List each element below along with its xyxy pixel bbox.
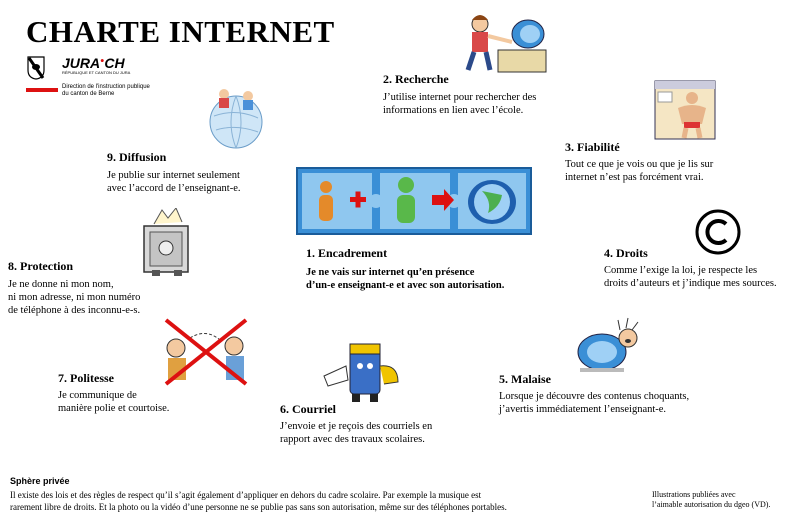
jura-logo: JURA●CH (62, 55, 125, 71)
item-1-heading: 1. Encadrement (306, 246, 388, 260)
bodybuilder-illustration (654, 80, 716, 140)
bern-bear-logo (26, 56, 46, 80)
item-8-heading: 8. Protection (8, 259, 74, 273)
item-5-heading: 5. Malaise (499, 372, 551, 386)
item-9-heading: 9. Diffusion (107, 150, 167, 164)
red-bar (26, 88, 58, 92)
copyright-icon (694, 208, 742, 256)
page-title: CHARTE INTERNET (26, 14, 335, 49)
item-2-heading: 2. Recherche (383, 72, 449, 86)
item-3-heading: 3. Fiabilité (565, 140, 620, 154)
item-6-heading: 6. Courriel (280, 402, 336, 416)
crossed-argument-illustration (160, 318, 252, 386)
mailbox-illustration (322, 336, 408, 404)
item-1-text: Je ne vais sur internet qu’en présence d’un-e enseignant-e et avec son autorisation. (306, 267, 505, 291)
puzzle-illustration (296, 167, 532, 235)
illustration-credit: Illustrations publiées avec l’aimable autorisation du dgeo (VD). (652, 490, 771, 509)
shocked-computer-illustration (572, 316, 644, 374)
item-6-text: J’envoie et je reçois des courriels en rapport avec des travaux scolaires. (280, 421, 433, 445)
item-4-heading: 4. Droits (604, 246, 648, 260)
girl-computer-illustration (458, 12, 548, 74)
footer-heading: Sphère privée (10, 476, 70, 486)
footer-text: Il existe des lois et des règles de respect qu’il s’agit également d’appliquer en dehors du cadre scolaire. Par exemple la musique est rarement libre de droits. Et la photo ou la vidéo d’une personne ne se publie pas sans son autorisation, même sur des téléphones portables. (10, 490, 507, 512)
item-3-text: Tout ce que je vois ou que je lis sur internet n’est pas forcément vrai. (565, 159, 714, 183)
safe-illustration (138, 208, 196, 278)
department-label: Direction de l'instruction publique du canton de Berne (62, 84, 150, 97)
item-7-heading: 7. Politesse (58, 371, 114, 385)
item-8-text: Je ne donne ni mon nom, ni mon adresse, ni mon numéro de téléphone à des inconnu-e-s. (8, 279, 141, 316)
item-5-text: Lorsque je découvre des contenus choquants, j’avertis immédiatement l’enseignant-e. (499, 391, 690, 415)
item-2-text: J’utilise internet pour rechercher des informations en lien avec l’école. (383, 92, 537, 116)
item-9-text: Je publie sur internet seulement avec l’accord de l’enseignant-e. (107, 170, 241, 194)
item-7-text: Je communique de manière polie et courtoise. (58, 390, 170, 414)
item-4-text: Comme l’exige la loi, je respecte les droits d’auteurs et j’indique mes sources. (604, 265, 777, 289)
jura-subtitle: RÉPUBLIQUE ET CANTON DU JURA (62, 70, 131, 75)
globe-illustration (204, 84, 268, 150)
